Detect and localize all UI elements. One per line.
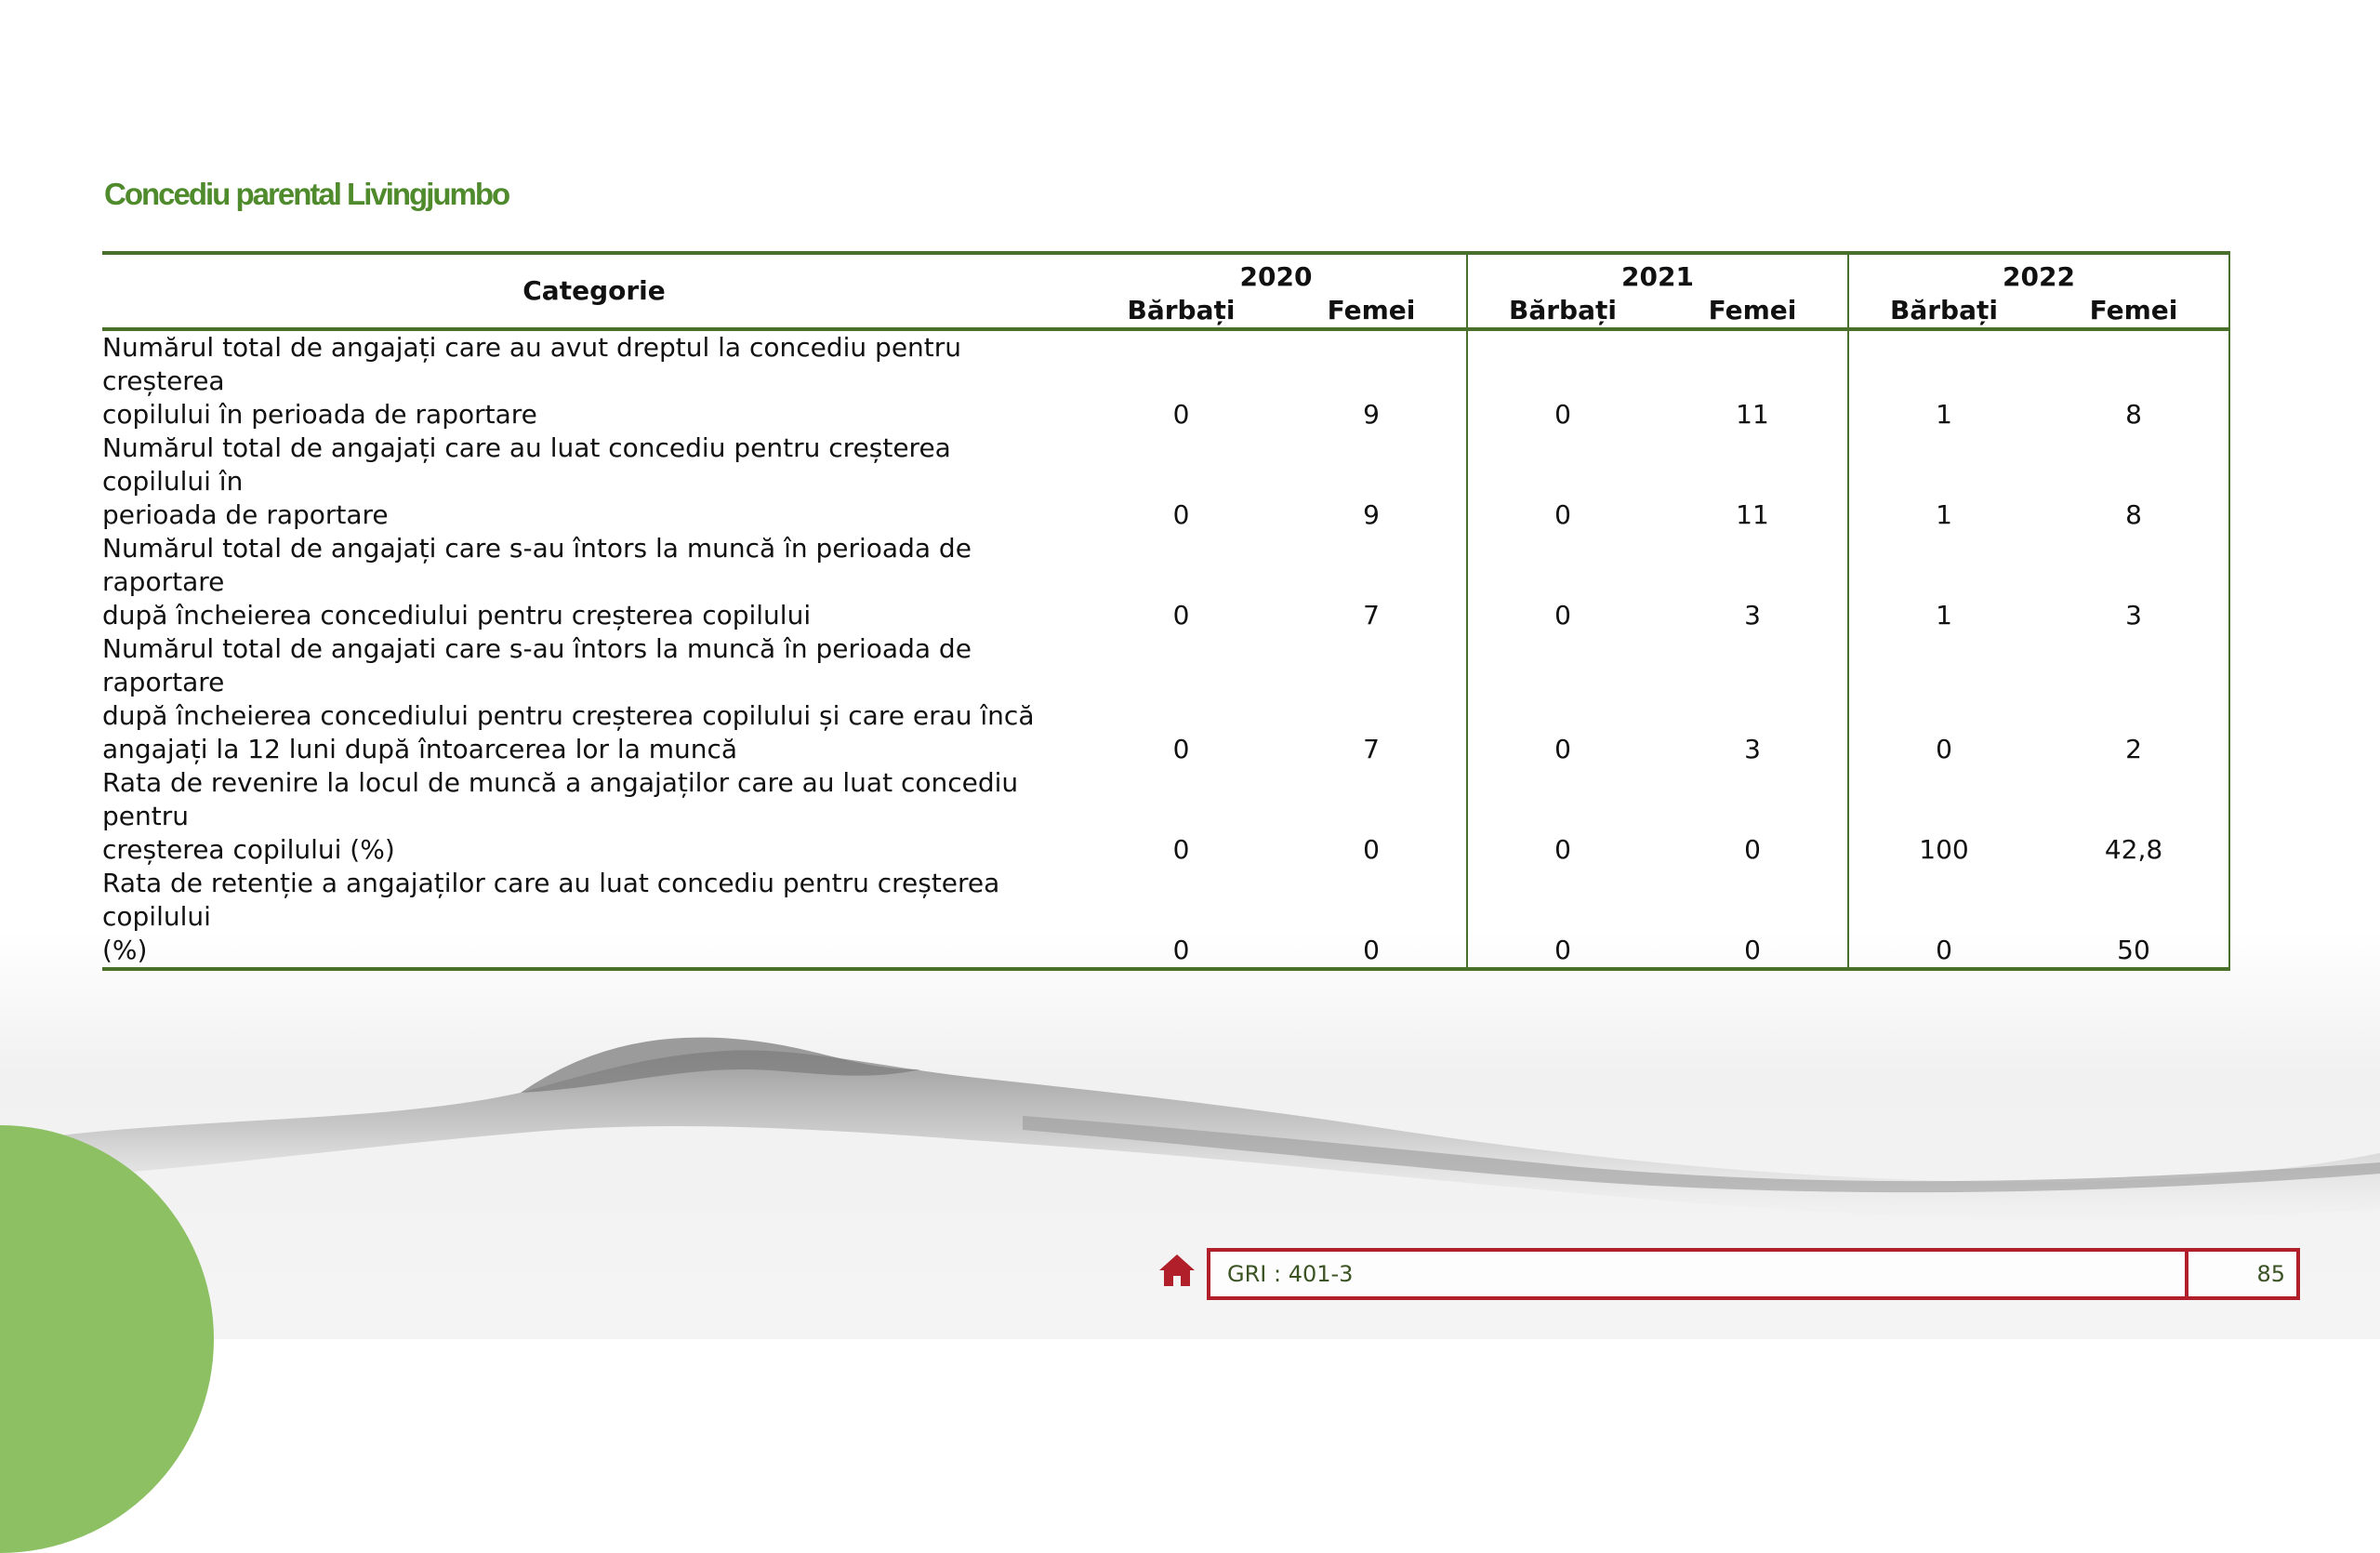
subheader-barbati: Bărbați [1848,294,2039,329]
year-header-2020: 2020 [1086,253,1467,294]
cell-value: 2 [2039,632,2229,766]
cell-value: 0 [1467,867,1658,969]
cell-value: 0 [1467,329,1658,431]
table-row [102,766,2229,867]
page-number: 85 [2256,1261,2285,1287]
subheader-femei: Femei [2039,294,2229,329]
cell-value: 0 [1363,834,1380,865]
row-label-line: angajați la 12 luni după întoarcerea lor la muncă [102,734,738,764]
year-header-2021: 2021 [1467,253,1848,294]
cell-value: 3 [1744,600,1761,630]
cell-value: 7 [1363,734,1380,764]
cell-value: 0 [1467,766,1658,867]
row-label [102,867,1086,969]
row-label-line: Numărul total de angajați care au luat concediu pentru creșterea copilului în [102,432,951,497]
subheader-barbati: Bărbați [1086,294,1276,329]
parental-leave-table [102,251,2230,971]
home-icon[interactable] [1157,1253,1197,1288]
table-row [102,867,2229,969]
cell-value: 9 [1363,499,1380,530]
cell-value: 0 [1172,600,1190,630]
cell-value: 1 [1848,329,2039,431]
cell-value: 3 [1744,734,1761,764]
cell-value: 50 [2039,867,2229,969]
cell-value: 0 [1658,867,1848,969]
row-label [102,632,1086,766]
subheader-barbati: Bărbați [1467,294,1658,329]
row-label-line: Numărul total de angajați care au avut dreptul la concediu pentru creșterea [102,332,962,396]
row-label-line: creșterea copilului (%) [102,834,395,865]
cell-value: 0 [1276,867,1467,969]
cell-value: 0 [1172,399,1190,430]
table-row [102,329,2229,431]
cell-value: 0 [1172,499,1190,530]
cell-value: 0 [1744,834,1761,865]
cell-value: 0 [1172,734,1190,764]
page-title: Concediu parental Livingjumbo [104,177,509,211]
cell-value: 11 [1736,399,1769,430]
row-label [102,532,1086,632]
cell-value: 1 [1848,431,2039,532]
year-header-2022: 2022 [1848,253,2229,294]
row-label-line: Numărul total de angajați care s-au întors la muncă în perioada de raportare [102,533,972,597]
cell-value: 42,8 [2039,766,2229,867]
cell-value: 0 [1172,834,1190,865]
row-label [102,329,1086,431]
row-label-line: perioada de raportare [102,499,389,530]
table-row [102,532,2229,632]
row-label-line: după încheierea concediului pentru creșterea copilului și care erau încă [102,700,1035,731]
cell-value: 3 [2039,532,2229,632]
cell-value: 0 [1467,431,1658,532]
cell-value: 7 [1363,600,1380,630]
table-row [102,632,2229,766]
cell-value: 1 [1848,532,2039,632]
row-label-line: după încheierea concediului pentru creșterea copilului [102,600,812,630]
page-number-box [2185,1248,2300,1300]
cell-value: 0 [1086,867,1276,969]
row-label-line: Numărul total de angajati care s-au întors la muncă în perioada de raportare [102,633,972,697]
row-label-line: Rata de retenție a angajaților care au luat concediu pentru creșterea copilului [102,868,1000,932]
row-label-line: Rata de revenire la locul de muncă a angajaților care au luat concediu pentru [102,767,1019,831]
subheader-femei: Femei [1276,294,1467,329]
cell-value: 0 [1848,867,2039,969]
cell-value: 11 [1736,499,1769,530]
gri-reference-text: GRI : 401-3 [1227,1261,1354,1287]
row-label [102,431,1086,532]
subheader-femei: Femei [1658,294,1848,329]
cell-value: 9 [1363,399,1380,430]
row-label-line: copilului în perioada de raportare [102,399,537,430]
cell-value: 0 [1467,532,1658,632]
row-label [102,766,1086,867]
cell-value: 8 [2039,431,2229,532]
row-label-line: (%) [102,935,148,965]
cell-value: 100 [1848,766,2039,867]
category-header: Categorie [102,253,1086,329]
table-row [102,431,2229,532]
gri-reference-box [1207,1248,2188,1300]
cell-value: 0 [1467,632,1658,766]
cell-value: 0 [1848,632,2039,766]
cell-value: 8 [2039,329,2229,431]
